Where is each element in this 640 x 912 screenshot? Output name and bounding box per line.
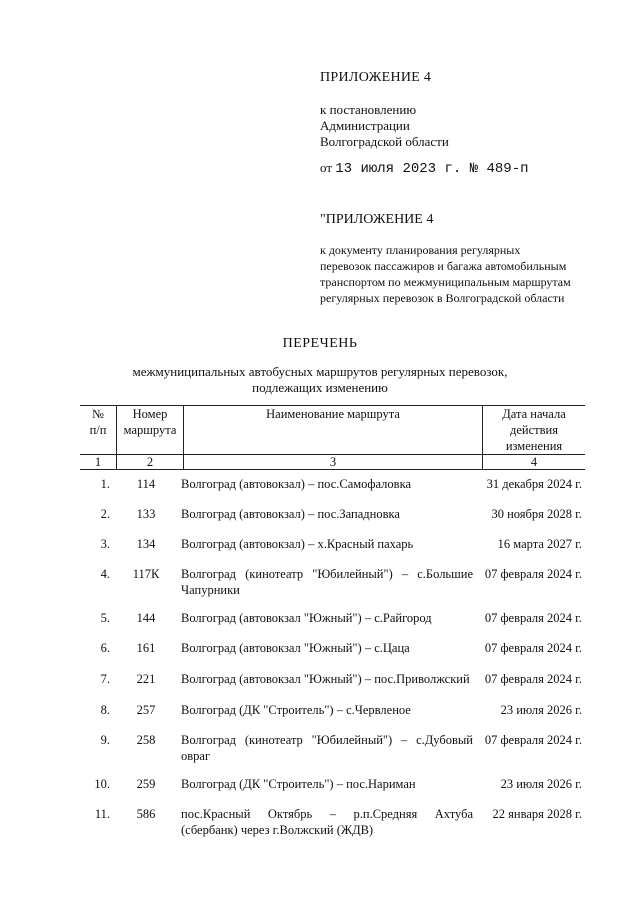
route-name: Волгоград (автовокзал "Южный") – с.Цаца — [181, 641, 410, 655]
reference-line: Администрации — [320, 118, 410, 133]
route-number: 134 — [136, 537, 156, 551]
reference-line: перевозок пассажиров и багажа автомобильным — [320, 259, 567, 273]
reference-line: к документу планирования регулярных — [320, 243, 521, 257]
reference-line: Волгоградской области — [320, 134, 449, 149]
route-number: 114 — [136, 477, 156, 491]
subtitle-line: межмуниципальных автобусных маршрутов регулярных перевозок, — [132, 364, 508, 379]
reference-line: регулярных перевозок в Волгоградской области — [320, 291, 565, 305]
header-date — [483, 406, 586, 455]
header-date-line: изменения — [505, 439, 563, 453]
route-name: Волгоград (кинотеатр "Юбилейный") – с.Дубовый овраг — [181, 733, 473, 763]
route-number: 221 — [136, 672, 156, 686]
col-number: 3 — [184, 455, 483, 470]
route-number: 586 — [136, 807, 156, 821]
resolution-date — [320, 160, 529, 177]
header-route — [117, 406, 184, 455]
header-date-line: действия — [510, 423, 558, 437]
row-number: 8. — [100, 703, 110, 717]
header-route-line: Номер — [132, 407, 168, 421]
change-date: 07 февраля 2024 г. — [484, 611, 582, 625]
col-number: 1 — [80, 455, 117, 470]
route-name: Волгоград (автовокзал "Южный") – пос.Приволжский — [181, 672, 470, 686]
route-number: 144 — [136, 611, 156, 625]
date-prefix: от — [320, 160, 333, 175]
route-name: Волгоград (автовокзал) – х.Красный пахарь — [181, 537, 414, 551]
route-name: Волгоград (автовокзал) – пос.Западновка — [181, 507, 400, 521]
header-date-line: Дата начала — [502, 407, 566, 421]
row-number: 1. — [100, 477, 110, 491]
reference-line: к постановлению — [320, 102, 417, 117]
change-date: 07 февраля 2024 г. — [484, 733, 582, 747]
route-name: Волгоград (ДК "Строитель") – с.Червленое — [181, 703, 411, 717]
header-no-line: п/п — [89, 423, 107, 437]
row-number: 6. — [100, 641, 110, 655]
document-reference — [320, 242, 580, 306]
row-number: 4. — [100, 567, 110, 581]
list-subtitle — [90, 364, 550, 396]
date-value: 13 июля 2023 г. № 489-п — [335, 161, 529, 177]
change-date: 16 марта 2027 г. — [497, 537, 582, 551]
change-date: 07 февраля 2024 г. — [484, 641, 582, 655]
row-number: 11. — [94, 807, 110, 821]
row-number: 5. — [100, 611, 110, 625]
route-name: пос.Красный Октябрь – р.п.Средняя Ахтуба (сбербанк) через г.Волжский (ЖДВ) — [181, 807, 473, 837]
header-name: Наименование маршрута — [184, 406, 483, 455]
col-number: 4 — [530, 455, 538, 469]
row-number: 7. — [100, 672, 110, 686]
route-number: 258 — [136, 733, 156, 747]
appendix-heading: ПРИЛОЖЕНИЕ 4 — [320, 70, 432, 85]
change-date: 31 декабря 2024 г. — [486, 477, 582, 491]
header-route-line: маршрута — [123, 423, 177, 437]
change-date: 23 июля 2026 г. — [500, 777, 582, 791]
subtitle-line: подлежащих изменению — [252, 380, 388, 395]
reference-line: транспортом по межмуниципальным маршрутам — [320, 275, 571, 289]
header-no — [80, 406, 117, 455]
change-date: 23 июля 2026 г. — [500, 703, 582, 717]
list-title: ПЕРЕЧЕНЬ — [282, 336, 358, 351]
route-name: Волгоград (автовокзал) – пос.Самофаловка — [181, 477, 412, 491]
routes-table-header — [80, 405, 585, 470]
appendix-heading-quoted: "ПРИЛОЖЕНИЕ 4 — [320, 212, 434, 227]
route-number: 161 — [136, 641, 156, 655]
route-number: 257 — [136, 703, 156, 717]
route-number: 117К — [132, 567, 160, 581]
row-number: 2. — [100, 507, 110, 521]
col-number: 2 — [117, 455, 184, 470]
resolution-reference — [320, 102, 449, 150]
change-date: 07 февраля 2024 г. — [484, 672, 582, 686]
change-date: 07 февраля 2024 г. — [484, 567, 582, 581]
route-number: 259 — [136, 777, 156, 791]
row-number: 9. — [100, 733, 110, 747]
change-date: 30 ноября 2028 г. — [491, 507, 582, 521]
header-no-line: № — [92, 407, 104, 421]
route-name: Волгоград (автовокзал "Южный") – с.Райгород — [181, 611, 432, 625]
change-date: 22 января 2028 г. — [492, 807, 582, 821]
row-number: 10. — [94, 777, 110, 791]
route-name: Волгоград (ДК "Строитель") – пос.Нариман — [181, 777, 416, 791]
row-number: 3. — [100, 537, 110, 551]
route-name: Волгоград (кинотеатр "Юбилейный") – с.Большие Чапурники — [181, 567, 473, 597]
route-number: 133 — [136, 507, 156, 521]
